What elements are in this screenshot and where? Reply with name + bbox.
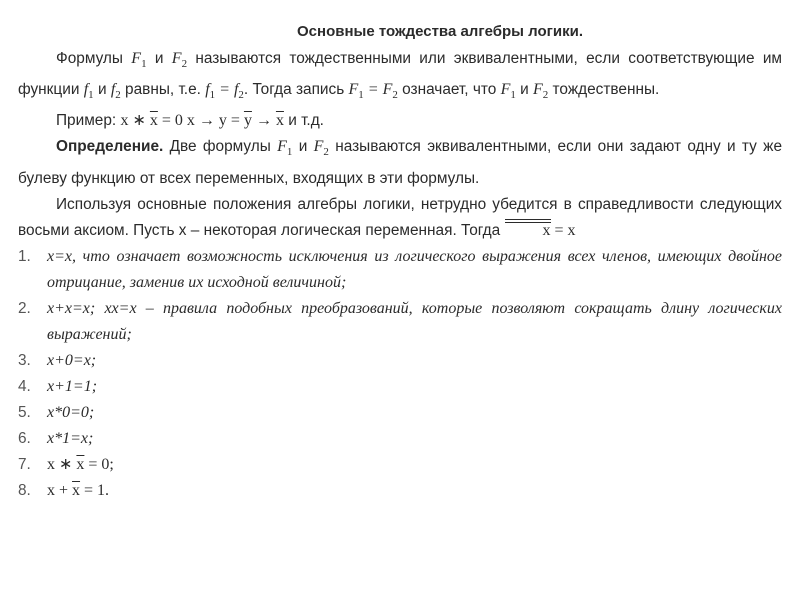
text: Используя основные положения алгебры логики, нетрудно убедится в справедливости следующих восьми аксиом. Пусть x – некоторая логическая переменная. Тогда [18,195,782,239]
list-item: 6. x*1=x; [18,429,94,447]
text: тождественны. [548,81,660,99]
example-formula: x ∗ $\overline{x} = 0$ $x \to y = \overline{y} \to \overline{x}$ [120,112,284,130]
list-item: 7. x ∗ $\overline{x} = 0$; [18,455,114,473]
equation-f1-f2: $f_1 = f_2$ [205,81,244,102]
paragraph-equivalence [18,46,782,108]
text: и [146,50,172,67]
function-f1: $f_1$ [83,81,94,102]
text: и т.д. [283,112,324,130]
formula-f2: $F_2$ [171,50,188,71]
formula-f1: $F_1$ [131,50,147,71]
formula-f1: $F_1$ [277,138,293,159]
function-f2: $f_2$ [110,81,121,102]
text: называются эквивалентными, если они задают одну и ту же булеву функцию от всех переменных, входящих в эти формулы. [18,138,782,187]
formula-f2: $F_2$ [313,138,329,159]
text: и [515,81,533,99]
definition-label: Определение. [56,138,164,156]
list-item: 8. $x + \overline{x} = 1$. [18,481,110,499]
list-item: 2. x+x=x; xx=x – правила подобных преобразований, которые позволяют сокращать длину логических выражений; [18,299,782,343]
text: равны, т.е. [120,81,206,99]
text: = x [550,221,576,239]
axioms-list [18,244,782,504]
paragraph-definition [18,134,782,191]
list-item: 3. x+0=x; [18,351,97,369]
formula-f1: $F_1$ [500,81,516,102]
text: означает, что [397,81,501,99]
text: и [93,81,111,99]
paragraph-example [18,108,782,134]
example-label: Пример: [56,112,121,130]
paragraph-intro [18,192,782,244]
text: и [292,138,314,156]
list-item: 1. x=x, что означает возможность исключения из логического выражения всех членов, имеющих двойное отрицание, заменив их исходной величиной; [18,247,782,291]
formula-f2: $F_2$ [533,81,549,102]
list-item: 4. x+1=1; [18,377,98,395]
list-item: 5. x*0=0; [18,403,95,421]
text: . Тогда запись [243,81,349,99]
text: называются тождественными или эквивалентными, если соответствующие им функции [18,50,783,99]
page-title: Основные тождества алгебры логики. [297,23,583,40]
double-negation-x: x [505,218,551,244]
text: Две формулы [163,138,278,156]
equation-F1-F2: $F_1 = F_2$ [348,81,398,102]
text: Формулы [56,50,132,67]
